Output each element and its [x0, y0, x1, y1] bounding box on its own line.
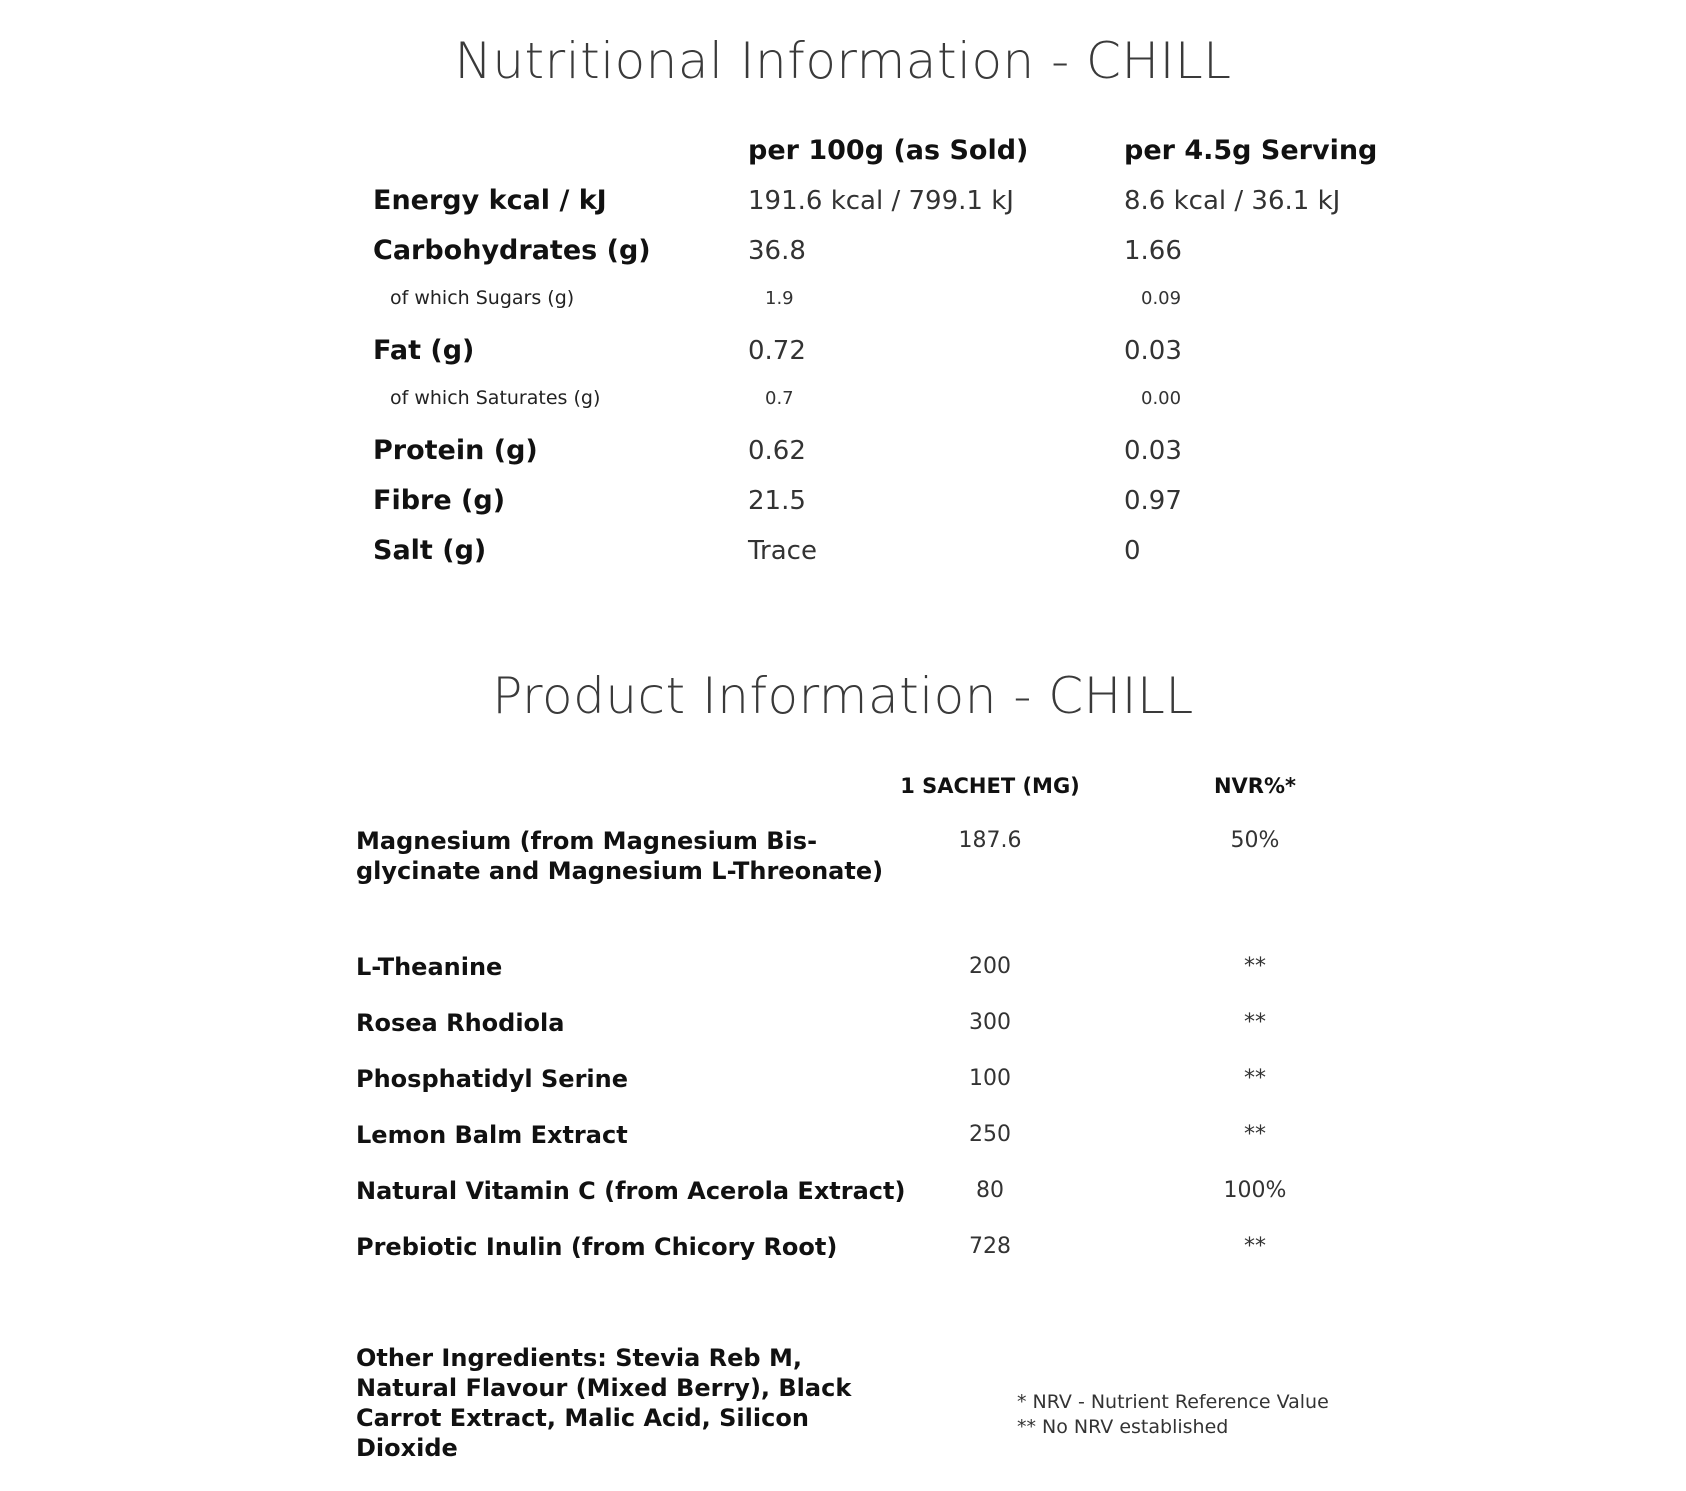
nutrition-label-carbohydrates: Carbohydrates (g) — [373, 235, 651, 266]
nutrition-label-saturates: of which Saturates (g) — [390, 387, 601, 409]
nutrition-value-sugars-per100: 1.9 — [765, 288, 794, 309]
nutrition-value-salt-per100: Trace — [748, 536, 817, 566]
nutrition-value-energy-per100: 191.6 kcal / 799.1 kJ — [748, 186, 1014, 216]
nutrition-value-carbohydrates-per100: 36.8 — [748, 236, 806, 266]
nutrition-label-energy: Energy kcal / kJ — [373, 185, 607, 216]
product-label-inulin: Prebiotic Inulin (from Chicory Root) — [356, 1233, 838, 1261]
nutrition-value-sugars-serving: 0.09 — [1141, 288, 1182, 309]
product-header-nrv: NVR%* — [1213, 774, 1297, 798]
product-nrv-l-theanine: ** — [1244, 954, 1266, 979]
product-label-phosphatidyl-serine: Phosphatidyl Serine — [356, 1065, 629, 1093]
nutrition-value-energy-serving: 8.6 kcal / 36.1 kJ — [1124, 186, 1341, 216]
nutrition-label-sugars: of which Sugars (g) — [390, 287, 575, 309]
product-label-rosea-rhodiola: Rosea Rhodiola — [356, 1009, 565, 1037]
nutrition-header-serving: per 4.5g Serving — [1124, 135, 1378, 166]
product-nrv-lemon-balm: ** — [1244, 1122, 1266, 1147]
other-ingredients: Other Ingredients: Stevia Reb M, Natural Flavour (Mixed Berry), Black Carrot Extract, Malic Acid, Silicon Dioxide — [356, 1344, 852, 1462]
product-amount-lemon-balm: 250 — [969, 1122, 1011, 1147]
nutrition-label-fat: Fat (g) — [373, 335, 475, 366]
nutrition-value-fibre-serving: 0.97 — [1124, 486, 1182, 516]
product-header-sachet: 1 SACHET (MG) — [900, 774, 1080, 798]
product-label-magnesium-line1: Magnesium (from Magnesium Bis- — [356, 827, 818, 855]
product-amount-l-theanine: 200 — [969, 954, 1011, 979]
product-amount-magnesium: 187.6 — [958, 828, 1022, 853]
product-title: Product Information - CHILL — [492, 667, 1194, 725]
nutrition-value-fat-serving: 0.03 — [1124, 336, 1182, 366]
nutrition-value-fat-per100: 0.72 — [748, 336, 806, 366]
product-label-l-theanine: L-Theanine — [356, 953, 503, 981]
nutrition-value-carbohydrates-serving: 1.66 — [1124, 236, 1182, 266]
nutrition-value-fibre-per100: 21.5 — [748, 486, 806, 516]
product-amount-vitamin-c: 80 — [976, 1178, 1004, 1203]
product-nrv-phosphatidyl-serine: ** — [1244, 1066, 1266, 1091]
nutrition-label-protein: Protein (g) — [373, 435, 538, 466]
nutrition-label-salt: Salt (g) — [373, 535, 487, 566]
nutrition-title: Nutritional Information - CHILL — [454, 32, 1232, 90]
product-label-magnesium-line2: glycinate and Magnesium L-Threonate) — [356, 857, 884, 885]
footnote-nrv: * NRV - Nutrient Reference Value — [1017, 1391, 1329, 1413]
product-label-lemon-balm: Lemon Balm Extract — [356, 1121, 628, 1149]
product-nrv-rosea-rhodiola: ** — [1244, 1010, 1266, 1035]
product-amount-inulin: 728 — [969, 1234, 1011, 1259]
nutrition-value-salt-serving: 0 — [1124, 536, 1141, 566]
product-amount-phosphatidyl-serine: 100 — [969, 1066, 1011, 1091]
nutrition-value-saturates-serving: 0.00 — [1141, 388, 1182, 409]
nutrition-value-saturates-per100: 0.7 — [765, 388, 794, 409]
nutrition-label-fibre: Fibre (g) — [373, 485, 506, 516]
nutrition-value-protein-per100: 0.62 — [748, 436, 806, 466]
product-amount-rosea-rhodiola: 300 — [969, 1010, 1011, 1035]
nutrition-header-per100: per 100g (as Sold) — [748, 135, 1029, 166]
product-nrv-inulin: ** — [1244, 1234, 1266, 1259]
footnote-no-nrv: ** No NRV established — [1017, 1416, 1229, 1438]
product-nrv-magnesium: 50% — [1230, 828, 1280, 853]
product-label-vitamin-c: Natural Vitamin C (from Acerola Extract) — [356, 1177, 906, 1205]
nutrition-value-protein-serving: 0.03 — [1124, 436, 1182, 466]
product-nrv-vitamin-c: 100% — [1223, 1178, 1287, 1203]
